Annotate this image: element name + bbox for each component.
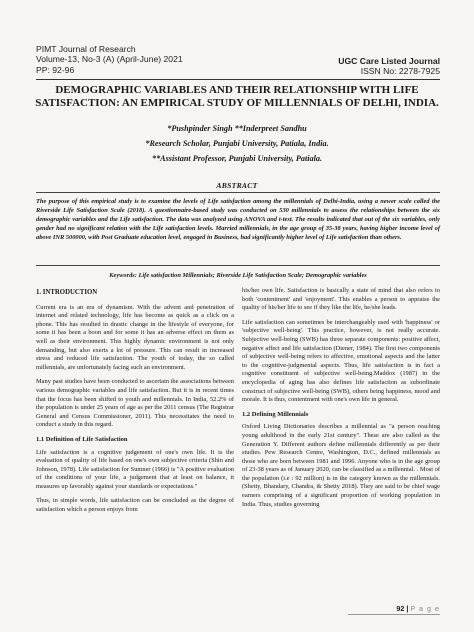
abstract-top-divider — [36, 192, 440, 193]
page-footer — [396, 604, 440, 613]
ugc-label: UGC Care Listed Journal — [338, 56, 440, 66]
paper-title: DEMOGRAPHIC VARIABLES AND THEIR RELATIONSHIP WITH LIFE SATISFACTION: AN EMPIRICAL STUDY OF MILLENNIALS OF DELHI, INDIA. — [35, 84, 439, 109]
subsection-heading: 1.1 Definition of Life Satisfaction — [36, 435, 128, 443]
keywords: Keywords: Life satisfaction Millennials; Riverside Life Satisfaction Scale; Demographic variables — [109, 272, 367, 279]
abstract-heading: ABSTRACT — [216, 181, 258, 190]
paragraph: his/her own life. Satisfaction is basically a state of mind that also refers to both 'contentment' and 'enjoyment'. This enables a person to appraise the quality of his/her life to see if they like the life, he/she leads. — [242, 287, 440, 312]
paragraph: Life satisfaction can sometimes be interchangeably used with 'happiness' or 'subjective well-being'. This practice, however, is not really accurate. Subjective well-being (SWB) has three separate components: positive affect, negative affect and life satisfaction (Diener, 1984). The first two components of subjective well-being refers to affective, emotional aspects and the latter to the cognitive-judgmental aspects. Thus, life satisfaction is in fact a cognitive constituent of subjective well-being.Maddox (1987) in the encyclopedia of aging has also defines life satisfaction as subordinate construct of subjective well-being (SWB), others being happiness, mood and morale. It is thus, contentment with one's own life in general. — [242, 318, 440, 404]
issn-label: ISSN No: 2278-7925 — [360, 66, 440, 77]
abstract-text: The purpose of this empirical study is to examine the levels of Life satisfaction among the millennials of Delhi-India, using a newer scale called the Riverside Life Satisfaction Scale (2018). A questionnaire-based study was conducted on 530 millennials to assess the relationships between the six demographic variables and the Life satisfaction. The data was analyzed using ANOVA and t-test. The results indicated that out of the six variables, only gender had no significant relation with the Life satisfaction levels. Married millennials, in the age group of 35-38 years, having higher income level of above INR 500000, with Post Graduate education level, engaged in Business, had significantly higher level of Life satisfaction than others. — [36, 198, 440, 242]
journal-volume: Volume-13, No-3 (A) (April-June) 2021 — [36, 54, 183, 65]
paragraph: Thus, in simple words, life satisfaction can be concluded as the degree of satisfaction which a person enjoys from — [36, 497, 234, 514]
authors: *Pushpinder Singh **Inderpreet Sandhu — [167, 124, 307, 133]
affiliation-1: *Research Scholar, Punjabi University, Patiala, India. — [145, 139, 329, 148]
paragraph: Life satisfaction is a cognitive judgement of one's own life. It is the evaluation of quality of life based on one's own subjective criteria (Shin and Johnson, 1978). Life satisfaction for Sumner (1966) is "A positive evaluation of the conditions of your life, a judgement that at least on balance, it measures up favorably against your standards or expectations." — [36, 448, 234, 490]
subsection-heading: 1.2 Defining Millennials — [242, 410, 309, 418]
page-number: 92 | — [396, 604, 411, 613]
header-divider — [36, 79, 440, 80]
left-column — [36, 287, 234, 521]
journal-listing — [338, 56, 440, 77]
introduction-heading: 1. INTRODUCTION — [36, 289, 98, 296]
affiliation-2: **Assistant Professor, Punjabi University, Patiala. — [151, 154, 323, 163]
journal-name: PIMT Journal of Research — [36, 44, 136, 54]
abstract-bottom-divider — [36, 265, 440, 266]
journal-info — [36, 44, 183, 75]
paragraph: Current era is an era of dynamism. With the advent and penetration of internet and related technology, life has become as quick as a click on a phone. This has resulted in drastic change in the lifestyle of everyone, for some it has been a boon and for some it has an adverse effect on them as well as their environment. This highly dynamic environment is not only demanding, but also exerts a lot of pressure. This can result in increased stress and reduced life satisfaction. The youth of today, the so called millennials, are unfortunately facing such an environment. — [36, 303, 234, 371]
paragraph: Oxford Living Dictionaries describes a millennial as "a person reaching young adulthood in the early 21st century". These are also called as the Generation Y. Different authors define millennials differently as per their studies. Pew Research Centre, Washington, D.C., defined millennials as those who are born between 1981 and 1996. Anyone who is in the age group of 23-38 years as of January 2020, can be classified as a millennial. . Most of the population (i.e : 92 million) is in the category known as the millennials.(Shetty, Bhandary, Chandra, & Shetty 2018). They are said to be chief wage earners comprising of a significant proportion of working population in India. Thus, studies governing — [242, 423, 440, 508]
journal-pages: PP: 92-96 — [36, 64, 75, 75]
paragraph: Many past studies have been conducted to ascertain the associations between various demographic variables and life satisfaction. But it is in recent times that the focus has been shifted to youth and millennials. In India, 52.2% of the population is under 25 years of age as per the 2011 census (The Registrar General and Census Commissioner, 2011). This necessitates the need to conduct a study in this regard. — [36, 378, 234, 429]
page-word: P a g e — [410, 604, 440, 613]
footer-divider — [348, 614, 440, 615]
right-column — [242, 287, 440, 515]
